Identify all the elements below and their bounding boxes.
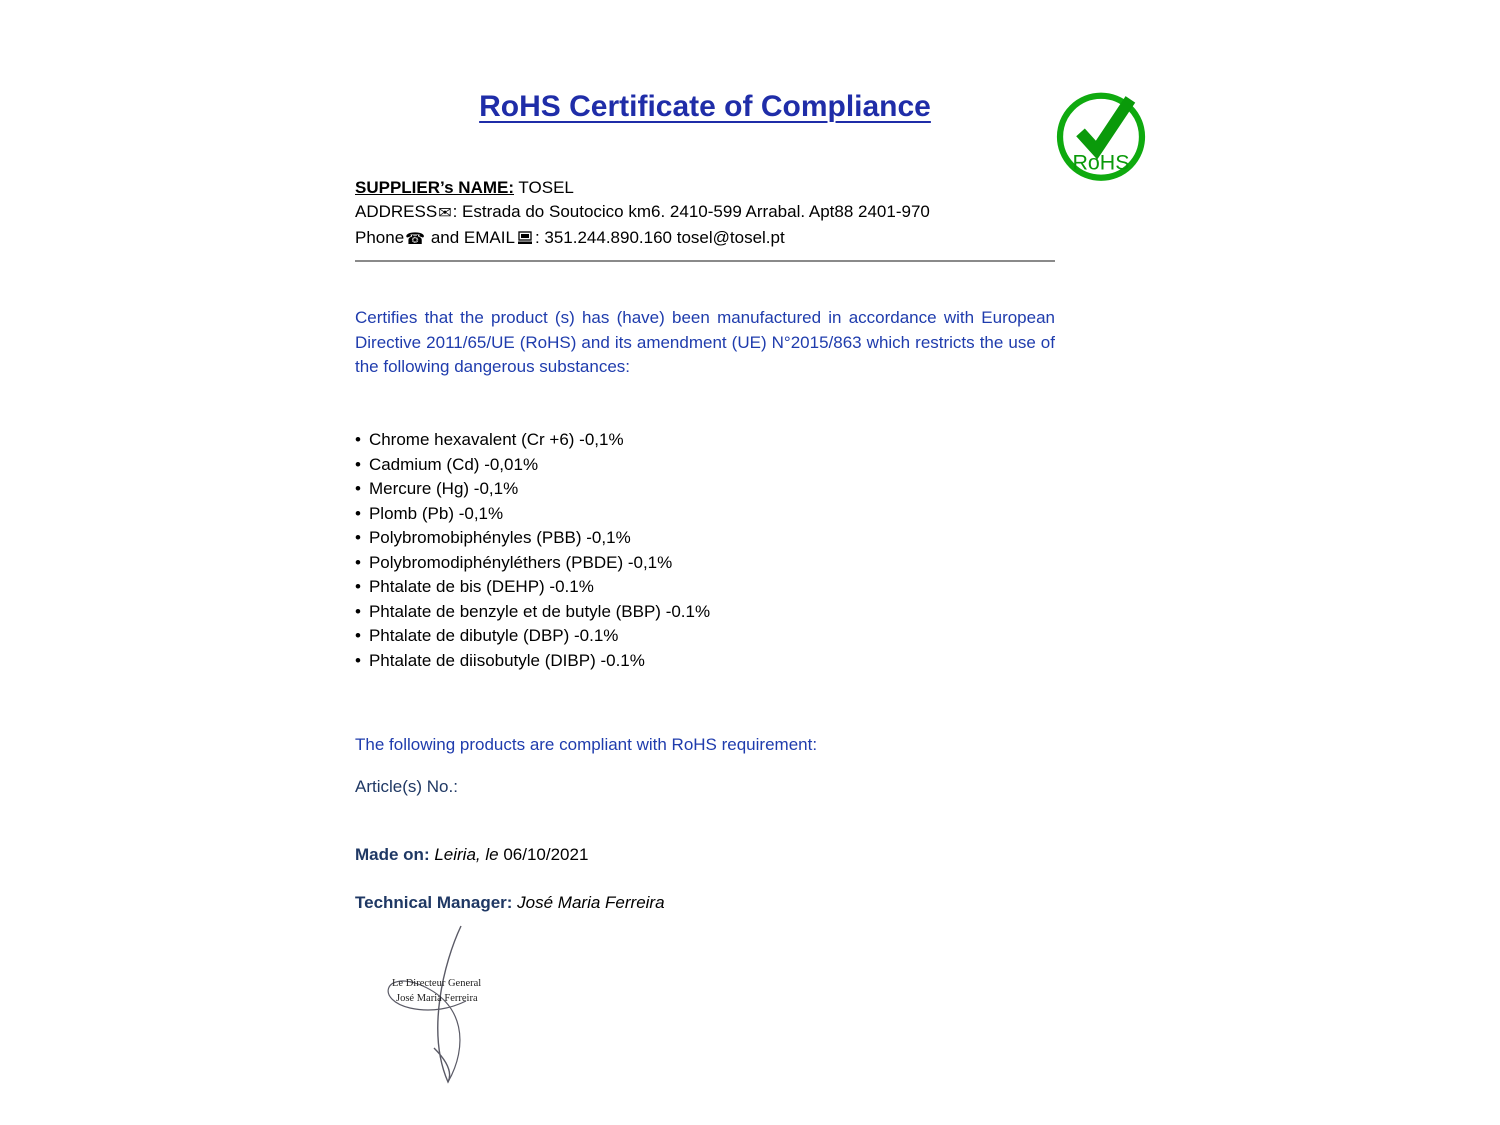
- phone-icon: ☎: [405, 231, 426, 248]
- email-label: and EMAIL: [426, 228, 515, 247]
- substance-item: • Phtalate de bis (DEHP) -0.1%: [355, 575, 1055, 600]
- substance-item: • Phtalate de dibutyle (DBP) -0.1%: [355, 624, 1055, 649]
- substance-item: • Plomb (Pb) -0,1%: [355, 502, 1055, 527]
- substances-list: [355, 428, 1055, 673]
- rohs-logo: [1052, 82, 1150, 188]
- made-on-place: Leiria, le: [429, 845, 504, 864]
- page-title: RoHS Certificate of Compliance: [479, 90, 931, 123]
- supplier-name-line: [355, 176, 1055, 200]
- envelope-icon: ✉: [438, 205, 452, 222]
- signature-area: [356, 922, 566, 1102]
- supplier-contact-line: [355, 226, 1055, 252]
- signature-text-line2: José Maria Ferreira: [396, 993, 478, 1004]
- supplier-name-value: TOSEL: [514, 178, 574, 197]
- made-on-date: 06/10/2021: [503, 845, 589, 864]
- substance-item: • Cadmium (Cd) -0,01%: [355, 453, 1055, 478]
- signature-text-line1: Le Directeur General: [392, 978, 482, 989]
- rohs-logo-label: RoHS: [1072, 150, 1130, 175]
- substance-item: • Polybromobiphényles (PBB) -0,1%: [355, 526, 1055, 551]
- substance-item: • Mercure (Hg) -0,1%: [355, 477, 1055, 502]
- signature-icon: [356, 922, 566, 1092]
- certifies-paragraph: Certifies that the product (s) has (have) been manufactured in accordance with European Directive 2011/65/UE (RoHS) and its amendment (UE) N°2015/863 which restricts the use of the following dangerous substances:: [355, 308, 1055, 376]
- supplier-block: [355, 176, 1055, 252]
- divider-line: [355, 260, 1055, 262]
- compliance-statement: The following products are compliant with RoHS requirement:: [355, 735, 818, 754]
- computer-icon: [517, 231, 533, 245]
- substance-item: • Chrome hexavalent (Cr +6) -0,1%: [355, 428, 1055, 453]
- contact-value: : 351.244.890.160 tosel@tosel.pt: [534, 228, 785, 247]
- made-on-label: Made on:: [355, 845, 430, 864]
- supplier-address-line: [355, 200, 1055, 226]
- technical-manager-label: Technical Manager:: [355, 893, 513, 912]
- technical-manager-name: José Maria Ferreira: [512, 893, 665, 912]
- technical-manager-line: [355, 893, 1055, 913]
- substance-item: • Phtalate de benzyle et de butyle (BBP) -0.1%: [355, 600, 1055, 625]
- address-value: : Estrada do Soutocico km6. 2410-599 Arrabal. Apt88 2401-970: [452, 202, 930, 221]
- made-on-line: [355, 845, 1055, 865]
- supplier-name-label: SUPPLIER’s NAME:: [355, 178, 515, 197]
- rohs-logo-icon: [1052, 82, 1150, 188]
- address-label: ADDRESS: [355, 202, 438, 221]
- substance-item: • Polybromodiphényléthers (PBDE) -0,1%: [355, 551, 1055, 576]
- article-number-line: Article(s) No.:: [355, 777, 458, 796]
- phone-label: Phone: [355, 228, 405, 247]
- substance-item: • Phtalate de diisobutyle (DIBP) -0.1%: [355, 649, 1055, 674]
